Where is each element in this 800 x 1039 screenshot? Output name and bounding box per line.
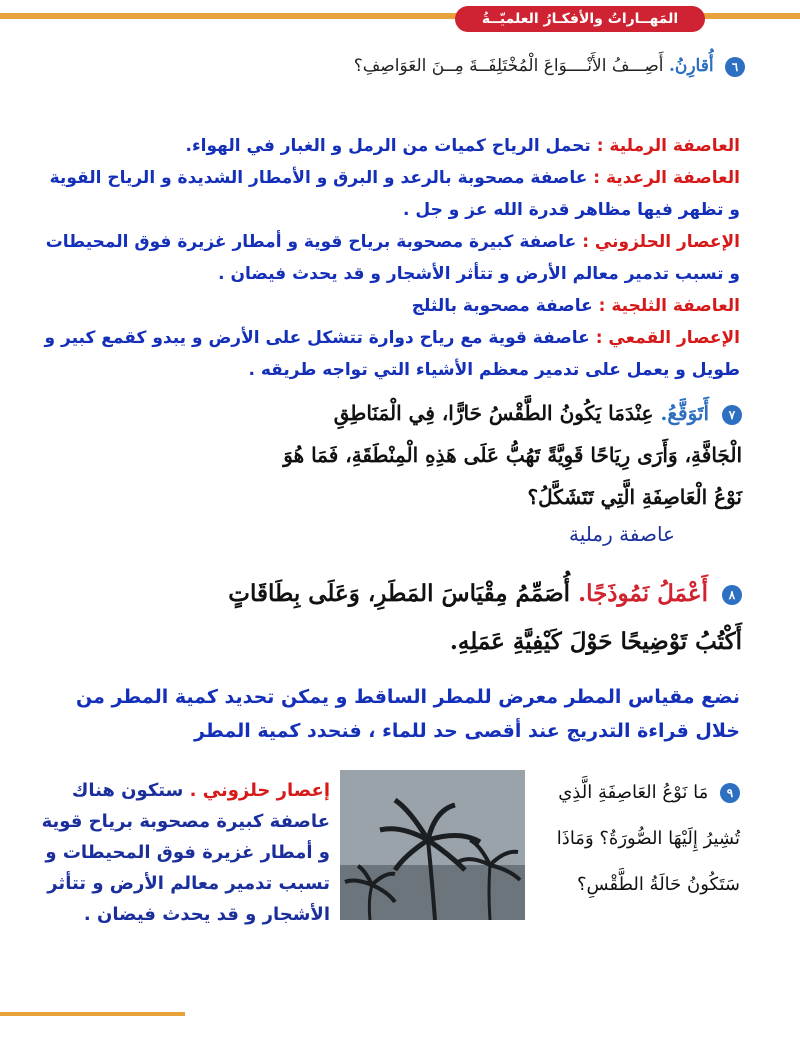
- question-7-keyword: أَتَوَقَّعُ.: [660, 401, 710, 425]
- answer-6-desc: تحمل الرياح كميات من الرمل و الغبار في الهواء.: [185, 136, 591, 156]
- answer-6-term: العاصفة الثلجية :: [598, 296, 740, 316]
- answer-6-term: الإعصار الحلزوني :: [582, 232, 740, 252]
- answer-6-item: [40, 322, 740, 386]
- answer-7: عاصفة رملية: [569, 522, 675, 546]
- question-number-7: ٧: [722, 405, 742, 425]
- storm-palm-trees-photo: [340, 770, 525, 920]
- answer-8: نضع مقياس المطر معرض للمطر الساقط و يمكن تحديد كمية المطر من خلال قراءة التدريج عند أقصى حد للماء ، فنحدد كمية المطر: [76, 686, 740, 742]
- question-number-9: ٩: [720, 783, 740, 803]
- answer-6-term: الإعصار القمعي :: [595, 328, 740, 348]
- question-number-8: ٨: [722, 585, 742, 605]
- question-7-text: عِنْدَمَا يَكُونُ الطَّقْسُ حَارًّا، فِي الْمَنَاطِقِ الْجَافَّةِ، وَأَرَى رِيَاحًا قَوِيَّةً تَهُبُّ عَلَى هَذِهِ الْمِنْطَقَةِ، فَمَا هُوَ نَوْعُ الْعَاصِفَةِ الَّتِي تَتَشَكَّلُ؟: [283, 401, 742, 509]
- answer-6-desc: عاصفة مصحوبة بالثلج: [411, 296, 593, 316]
- section-header: [455, 6, 705, 32]
- answer-6-desc: عاصفة قوية مع رياح دوارة تتشكل على الأرض و يبدو كقمع كبير و طويل و يعمل على تدمير معظم الأشياء التي تواجه طريقه .: [44, 328, 740, 380]
- question-6: [315, 48, 745, 84]
- answer-6-desc: عاصفة كبيرة مصحوبة برياح قوية و أمطار غزيرة فوق المحيطات و تسبب تدمير معالم الأرض و تتأثر الأشجار و قد يحدث فيضان .: [45, 232, 740, 284]
- answer-6-item: [40, 162, 740, 226]
- answer-6-term: العاصفة الرملية :: [596, 136, 740, 156]
- answer-6-desc: عاصفة مصحوبة بالرعد و البرق و الأمطار الشديدة و الرياح القوية و تظهر فيها مظاهر قدرة الله عز و جل .: [49, 168, 740, 220]
- question-7: [272, 392, 742, 518]
- question-number-6: ٦: [725, 57, 745, 77]
- section-header-title: المَهــاراتُ والأفكـارُ العلميّــةُ: [481, 11, 679, 27]
- palm-trees-icon: [340, 770, 525, 920]
- question-6-keyword: أُقارِنُ.: [668, 56, 714, 76]
- question-8: [182, 570, 742, 666]
- answer-9: [30, 775, 330, 930]
- answer-6-item: [40, 226, 740, 290]
- answer-6-item: [40, 290, 740, 322]
- question-9: [525, 770, 740, 908]
- question-8-keyword: أَعْمَلُ نَمُوذَجًا.: [578, 580, 708, 607]
- question-9-text: مَا نَوْعُ العَاصِفَةِ الَّذِي تُشِيرُ إِلَيْهَا الصُّورَةُ؟ وَمَاذَا سَتَكُونُ حَالَةُ الطَّقْسِ؟: [556, 782, 740, 895]
- question-8-text: أُصَمِّمُ مِقْيَاسَ المَطَرِ، وَعَلَى بِطَاقَاتٍ أَكْتُبُ تَوْضِيحًا حَوْلَ كَيْفِيَّةِ عَمَلِهِ.: [228, 580, 742, 655]
- answer-9-desc: ستكون هناك عاصفة كبيرة مصحوبة برياح قوية و أمطار غزيرة فوق المحيطات و تسبب تدمير معالم الأرض و تتأثر الأشجار و قد يحدث فيضان .: [41, 780, 330, 925]
- answer-6-item: [40, 130, 740, 162]
- answer-6: [40, 130, 740, 386]
- answer-9-term: إعصار حلزوني .: [189, 780, 330, 801]
- answer-6-term: العاصفة الرعدية :: [593, 168, 740, 188]
- question-6-text: أَصِـــفُ الأَنْــــوَاعَ الْمُخْتَلِفَــةَ مِــنَ العَوَاصِفِ؟: [353, 56, 664, 76]
- footer-bar: [0, 1012, 185, 1016]
